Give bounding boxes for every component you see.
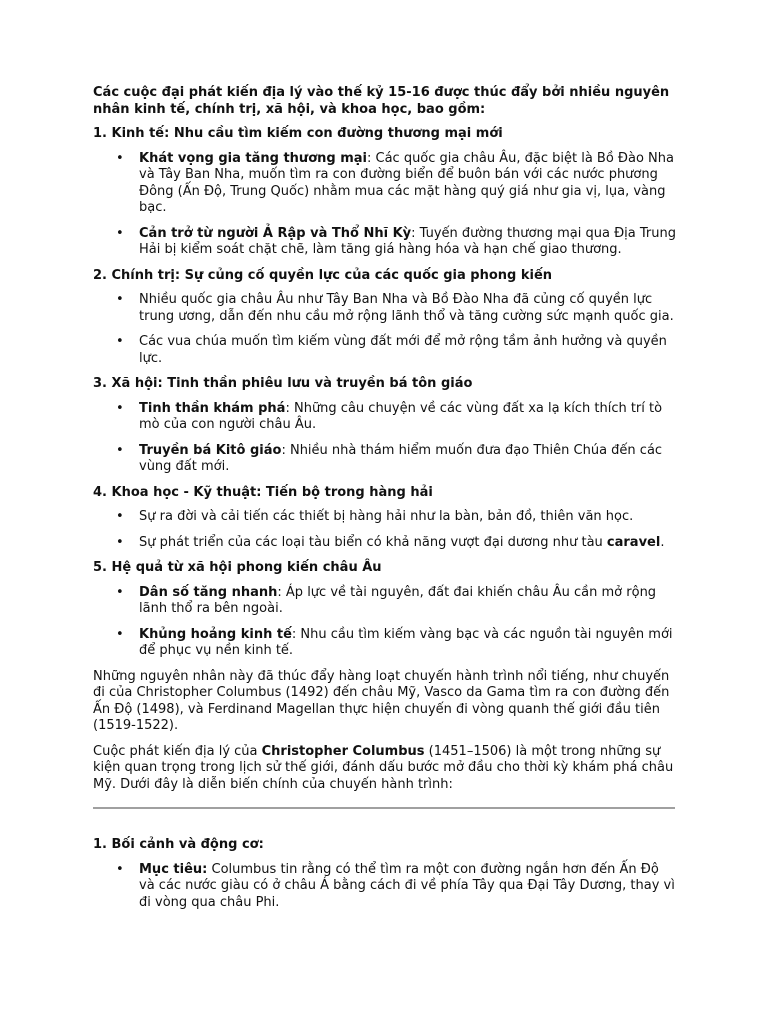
list-item	[139, 535, 678, 552]
bullet-text: : Những câu chuyện về các vùng đất xa lạ kích thích trí tò mò của con người châu Âu.	[139, 400, 663, 432]
columbus-after: (1451–1506) là một trong những sự kiện quan trọng trong lịch sử thế giới, đánh dấu bước mở đầu cho thời kỳ khám phá châu Mỹ. Dưới đây là diễn biến chính của chuyến hành trình:	[93, 743, 674, 792]
list-item	[139, 226, 678, 259]
bullet-text: Sự phát triển của các loại tàu biển có khả năng vượt đại dương như tàu	[139, 534, 607, 550]
bullet-list	[93, 151, 678, 259]
bullet-list	[93, 585, 678, 660]
bullet-lead: Cản trở từ người Ả Rập và Thổ Nhĩ Kỳ	[139, 225, 412, 241]
bullet-tail: .	[660, 534, 665, 550]
bullet-text: : Nhu cầu tìm kiếm vàng bạc và các nguồn tài nguyên mới để phục vụ nền kinh tế.	[139, 626, 673, 658]
bullet-lead: Dân số tăng nhanh	[139, 584, 278, 600]
bullet-text: Columbus tin rằng có thể tìm ra một con đường ngắn hơn đến Ấn Độ và các nước giàu có ở châu Á bằng cách đi về phía Tây qua Đại Tây Dương, thay vì đi vòng qua châu Phi.	[139, 861, 675, 910]
summary-paragraph: Những nguyên nhân này đã thúc đẩy hàng loạt chuyến hành trình nổi tiếng, như chuyến đi của Christopher Columbus (1492) đến châu Mỹ, Vasco da Gama tìm ra con đường đến Ấn Độ (1498), và Ferdinand Magellan thực hiện chuyến đi vòng quanh thế giới đầu tiên (1519-1522).	[93, 668, 670, 733]
bullet-lead: Khủng hoảng kinh tế	[139, 626, 292, 642]
section-heading-society: 3. Xã hội: Tinh thần phiêu lưu và truyền bá tôn giáo	[93, 376, 473, 391]
section-divider	[93, 807, 675, 809]
section-heading-consequence: 5. Hệ quả từ xã hội phong kiến châu Âu	[93, 560, 382, 575]
section-heading-politics: 2. Chính trị: Sự củng cố quyền lực của các quốc gia phong kiến	[93, 267, 553, 283]
list-item	[139, 292, 678, 325]
bullet-lead: Tinh thần khám phá	[139, 400, 286, 416]
list-item	[139, 862, 678, 912]
bold-term: caravel	[606, 534, 661, 550]
list-item	[139, 443, 678, 476]
bullet-text: Nhiều quốc gia châu Âu như Tây Ban Nha và Bồ Đào Nha đã củng cố quyền lực trung ương, dẫn đến nhu cầu mở rộng lãnh thổ và tăng cường sức mạnh quốc gia.	[139, 292, 674, 324]
list-item	[139, 151, 678, 217]
bullet-lead: Khát vọng gia tăng thương mại	[139, 150, 367, 166]
columbus-paragraph	[93, 744, 678, 794]
columbus-name: Christopher Columbus	[261, 743, 425, 759]
bullet-text: Các vua chúa muốn tìm kiếm vùng đất mới để mở rộng tầm ảnh hưởng và quyền lực.	[139, 334, 667, 366]
bullet-text: : Tuyến đường thương mại qua Địa Trung Hải bị kiểm soát chặt chẽ, làm tăng giá hàng hóa và hạn chế giao thương.	[139, 225, 676, 257]
section-heading-background: 1. Bối cảnh và động cơ:	[93, 837, 264, 852]
section-heading-science: 4. Khoa học - Kỹ thuật: Tiến bộ trong hàng hải	[93, 484, 433, 500]
bullet-lead: Mục tiêu:	[139, 861, 208, 877]
intro-paragraph: Các cuộc đại phát kiến địa lý vào thế kỷ 15-16 được thúc đẩy bởi nhiều nguyên nhân kinh tế, chính trị, xã hội, và khoa học, bao gồm:	[93, 85, 670, 117]
bullet-text: : Các quốc gia châu Âu, đặc biệt là Bồ Đào Nha và Tây Ban Nha, muốn tìm ra con đường biển để buôn bán với các nước phương Đông (Ấn Độ, Trung Quốc) nhằm mua các mặt hàng quý giá như gia vị, lụa, vàng bạc.	[139, 150, 674, 215]
bullet-lead: Truyền bá Kitô giáo	[139, 442, 282, 458]
list-item	[139, 401, 678, 434]
bullet-list	[93, 509, 678, 551]
columbus-before: Cuộc phát kiến địa lý của	[93, 743, 262, 759]
bullet-list	[93, 292, 678, 367]
bullet-text: : Áp lực về tài nguyên, đất đai khiến châu Âu cần mở rộng lãnh thổ ra bên ngoài.	[139, 584, 657, 616]
bullet-list	[93, 862, 678, 912]
bullet-list	[93, 401, 678, 476]
section-heading-economy: 1. Kinh tế: Nhu cầu tìm kiếm con đường thương mại mới	[93, 126, 503, 141]
bullet-text: : Nhiều nhà thám hiểm muốn đưa đạo Thiên Chúa đến các vùng đất mới.	[139, 442, 663, 474]
list-item	[139, 509, 678, 526]
bullet-text: Sự ra đời và cải tiến các thiết bị hàng hải như la bàn, bản đồ, thiên văn học.	[139, 509, 634, 524]
document-body	[93, 85, 678, 920]
list-item	[139, 585, 678, 618]
list-item	[139, 627, 678, 660]
list-item	[139, 334, 678, 367]
